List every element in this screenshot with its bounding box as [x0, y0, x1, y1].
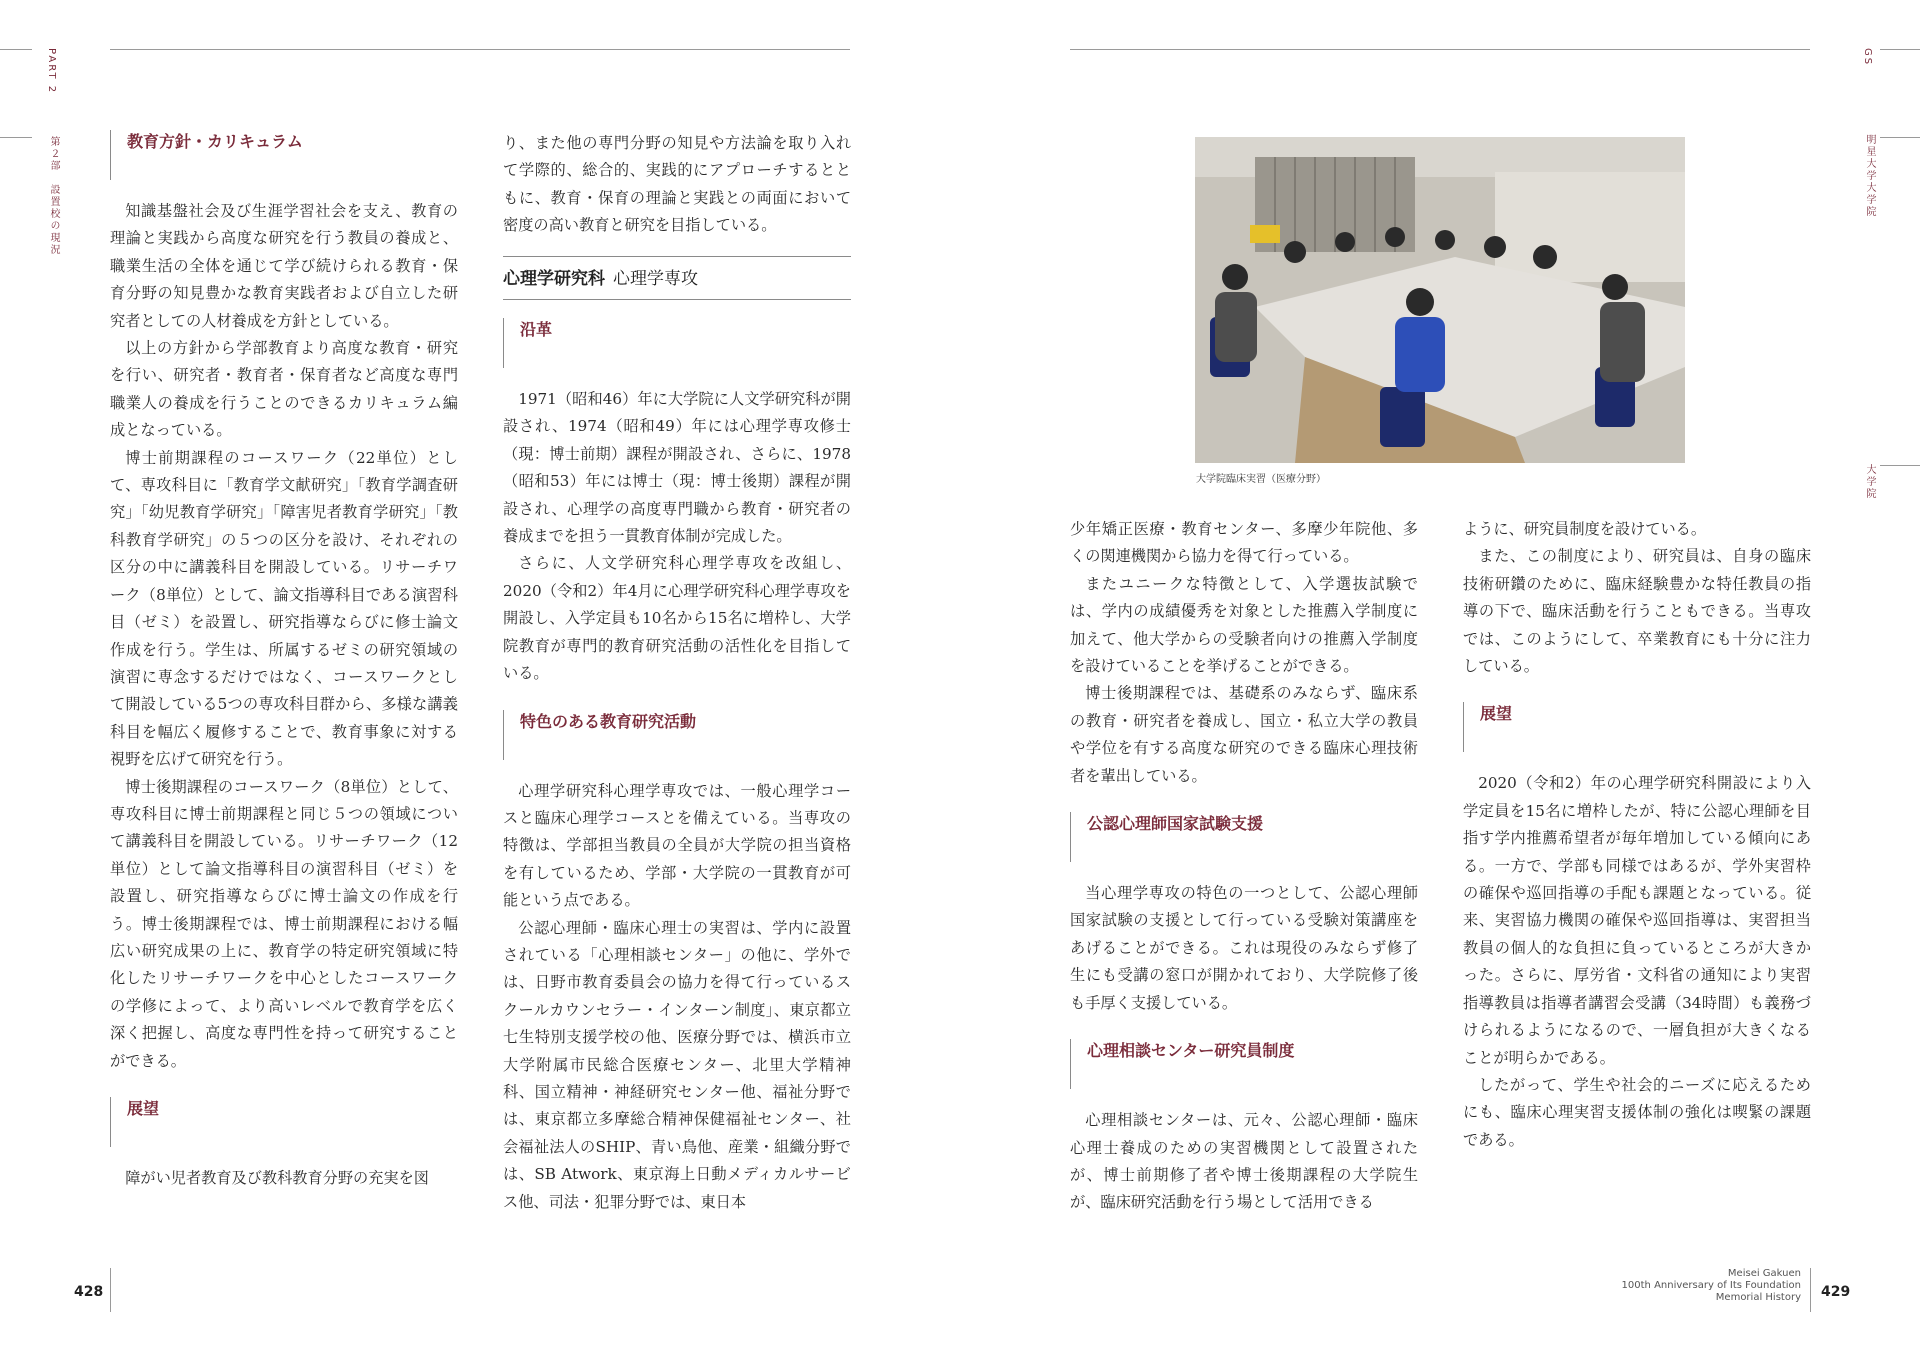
page-number-right: 429: [1821, 1284, 1851, 1300]
paragraph: 当心理学専攻の特色の一つとして、公認心理師国家試験の支援として行っている受験対策講座をあげることができる。これは現役のみならず修了生にも受講の窓口が開かれており、大学院修了後も手厚く支援している。: [1070, 884, 1418, 1012]
paragraph: 障がい児者教育及び教科教育分野の充実を図: [125, 1169, 429, 1187]
footer-divider-left: [110, 1268, 111, 1312]
photo-caption: 大学院臨床実習（医療分野）: [1196, 474, 1326, 485]
paragraph: 博士後期課程のコースワーク（8単位）として、専攻科目に博士前期課程と同じ５つの領域について講義科目を開設している。リサーチワーク（12単位）として論文指導科目の演習科目（ゼミ）を設置し、研究指導ならびに博士論文の作成を行う。博士後期課程では、博士前期課程における幅広い研究成果の上に、教育学の特定研究領域に特化したリサーチワークを中心としたコースワークの学修によって、より高いレベルで教育学を広く深く把握し、高度な専門性を持って研究することができる。: [110, 777, 458, 1070]
footer-line: Meisei Gakuen: [1727, 1268, 1801, 1279]
paragraph: 以上の方針から学部教育より高度な教育・研究を行い、研究者・教育者・保育者など高度な専門職業人の養成を行うことのできるカリキュラム編成となっている。: [110, 339, 458, 440]
paragraph: 博士前期課程のコースワーク（22単位）として、専攻科目に「教育学文献研究」「教育学調査研究」「幼児教育学研究」「障害児者教育学研究」「教科教育学研究」の５つの区分を設け、それぞれの区分の中に講義科目を開設している。リサーチワーク（8単位）として、論文指導科目である演習科目（ゼミ）を設置し、研究指導ならびに修士論文作成を行う。学生は、所属するゼミの研究領域の演習に専念するだけではなく、コースワークとして開設している5つの専攻科目群から、多様な講義科目を幅広く履修することで、教育事象に対する視野を広げて研究を行う。: [110, 448, 458, 769]
department-major: 心理学専攻: [613, 268, 698, 289]
paragraph: 公認心理師・臨床心理士の実習は、学内に設置されている「心理相談センター」の他に、学外では、日野市教育委員会の協力を得て行っているスクールカウンセラー・インターン制度」、東京都立七生特別支援学校の他、医療分野では、横浜市立大学附属市民総合医療センター、北里大学精神科、国立精神・神経研究センター他、福祉分野では、東京都立多摩総合精神保健福祉センター、社会福祉法人のSHIP、青い鳥他、産業・組織分野では、SB Atwork、東京海上日動メディカルサービス他、司法・犯罪分野では、東日本: [503, 918, 851, 1211]
footer-line: Memorial History: [1715, 1292, 1801, 1303]
paragraph: 心理相談センターは、元々、公認心理師・臨床心理士養成のための実習機関として設置されたが、博士前期修了者や博士後期課程の大学院生が、臨床研究活動を行う場として活用できる: [1070, 1111, 1418, 1212]
section-heading-history: 沿革: [503, 318, 851, 368]
paragraph: 1971（昭和46）年に大学院に人文学研究科が開設され、1974（昭和49）年には心理学専攻修士（現：博士前期）課程が開設され、さらに、1978（昭和53）年には博士（現：博士後期）課程が開設され、心理学の高度専門職から教育・研究者の養成までを担う一貫教育体制が完成した。: [503, 390, 851, 546]
section-heading-exam-support: 公認心理師国家試験支援: [1070, 812, 1418, 862]
school-name: 明星大学大学院: [1864, 134, 1875, 218]
page-number-left: 428: [74, 1284, 104, 1300]
section-heading-research-fellow: 心理相談センター研究員制度: [1070, 1039, 1418, 1089]
paragraph: 少年矯正医療・教育センター、多摩少年院他、多くの関連機関から協力を得て行っている。: [1070, 520, 1418, 566]
margin-rule-mid-right: [1880, 137, 1920, 138]
header-rule-right: [1070, 49, 1810, 50]
header-rule-left: [110, 49, 850, 50]
section-label: 第２部 設置校の現況: [48, 136, 59, 256]
margin-rule-top-right: [1880, 49, 1920, 50]
paragraph: したがって、学生や社会的ニーズに応えるためにも、臨床心理実習支援体制の強化は喫緊の課題である。: [1463, 1075, 1811, 1149]
section-heading-curriculum: 教育方針・カリキュラム: [110, 130, 458, 180]
margin-rule-mid-left: [0, 137, 32, 138]
right-column-1: [1070, 516, 1418, 1217]
paragraph: 博士後期課程では、基礎系のみならず、臨床系の教育・研究者を養成し、国立・私立大学の教員や学位を有する高度な研究のできる臨床心理技術者を輩出している。: [1070, 684, 1418, 785]
paragraph: またユニークな特徴として、入学選抜試験では、学内の成績優秀を対象とした推薦入学制度に加えて、他大学からの受験者向けの推薦入学制度を設けていることを挙げることができる。: [1070, 574, 1418, 676]
department-heading: [503, 256, 851, 300]
paragraph: 2020（令和2）年の心理学研究科開設により入学定員を15名に増枠したが、特に公認心理師を目指す学内推薦希望者が毎年増加している傾向にある。一方で、学部も同様ではあるが、学外実習枠の確保や巡回指導の手配も課題となっている。従来、実習協力機関の確保や巡回指導は、実習担当教員の個人的な負担に負っているところが大きかった。さらに、厚労省・文科省の通知により実習指導教員は指導者講習会受講（34時間）も義務づけられるようになるので、一層負担が大きくなることが明らかである。: [1463, 774, 1811, 1067]
margin-rule-low-right: [1880, 465, 1920, 466]
part-label: PART 2: [46, 48, 57, 95]
margin-rule-top-left: [0, 49, 32, 50]
footer-divider-right: [1810, 1268, 1811, 1312]
footer-line: 100th Anniversary of Its Foundation: [1621, 1280, 1801, 1291]
department-name: 心理学研究科: [503, 268, 605, 289]
paragraph: り、また他の専門分野の知見や方法論を取り入れて学際的、総合的、実践的にアプローチするとともに、教育・保育の理論と実践との両面において密度の高い教育と研究を目指している。: [503, 134, 851, 235]
footer-title: [1622, 1268, 1801, 1304]
left-column-2: [503, 130, 851, 1216]
classroom-photo: [1195, 137, 1685, 463]
school-code: GS: [1862, 48, 1873, 67]
category-label: 大学院: [1864, 464, 1875, 500]
section-heading-outlook: 展望: [110, 1097, 458, 1147]
paragraph: さらに、人文学研究科心理学専攻を改組し、2020（令和2）年4月に心理学研究科心理学専攻を開設し、入学定員も10名から15名に増枠し、大学院教育が専門的教育研究活動の活性化を目指している。: [503, 554, 851, 683]
paragraph: また、この制度により、研究員は、自身の臨床技術研鑽のために、臨床経験豊かな特任教員の指導の下で、臨床活動を行うこともできる。当専攻では、このようにして、卒業教育にも十分に注力している。: [1463, 547, 1811, 676]
left-column-1: [110, 130, 458, 1192]
classroom-photo-illustration: [1195, 137, 1685, 463]
section-heading-features: 特色のある教育研究活動: [503, 710, 851, 760]
section-heading-outlook-2: 展望: [1463, 702, 1811, 752]
right-column-2: [1463, 516, 1811, 1154]
paragraph: 知識基盤社会及び生涯学習社会を支え、教育の理論と実践から高度な研究を行う教員の養成と、職業生活の全体を通じて学び続けられる教育・保育分野の知見豊かな教育実践者および自立した研究者としての人材養成を方針としている。: [110, 202, 458, 330]
paragraph: 心理学研究科心理学専攻では、一般心理学コースと臨床心理学コースとを備えている。当専攻の特徴は、学部担当教員の全員が大学院の担当資格を有しているため、学部・大学院の一貫教育が可能という点である。: [503, 781, 851, 910]
paragraph: ように、研究員制度を設けている。: [1463, 520, 1706, 538]
